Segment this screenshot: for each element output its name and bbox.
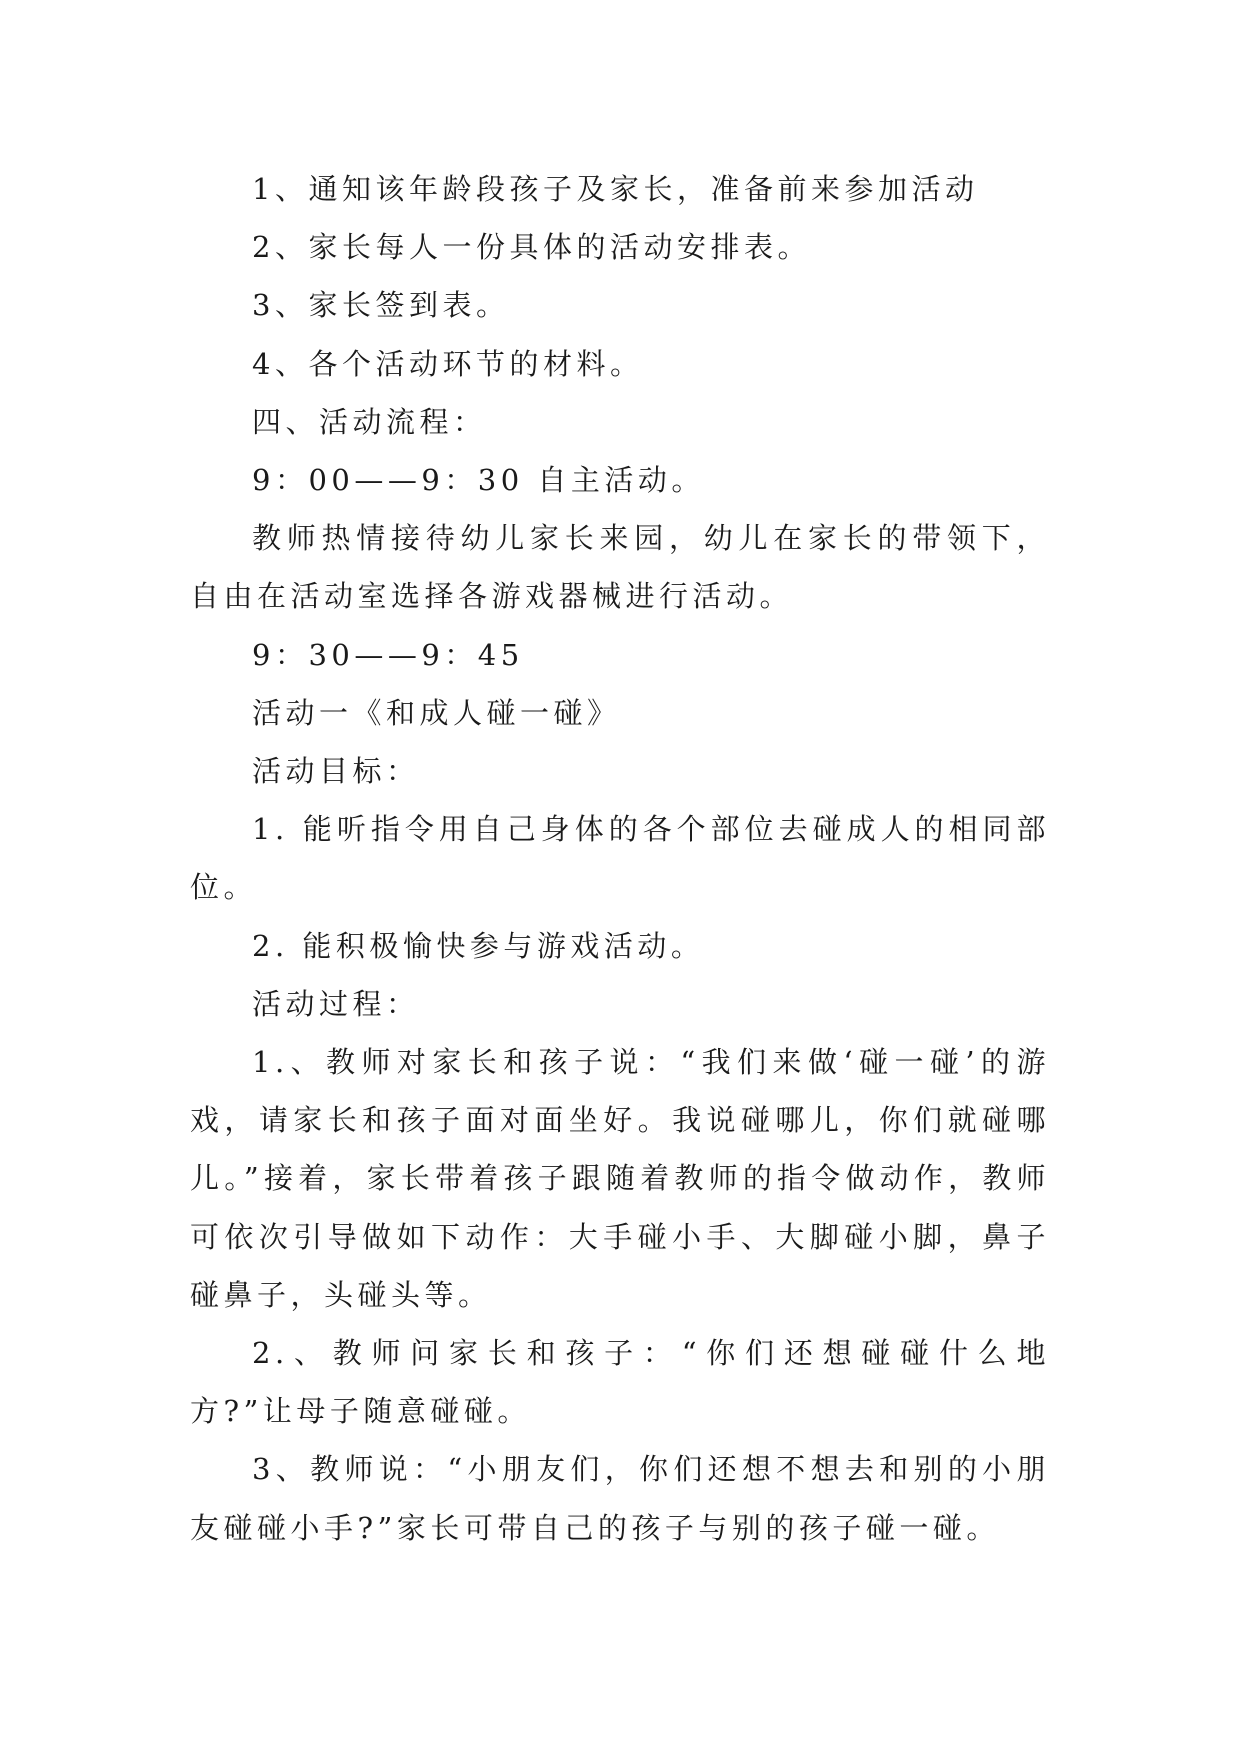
process-step-3: 3、教师说：“小朋友们，你们还想不想去和别的小朋友碰碰小手?”家长可带自己的孩子与别的孩子碰一碰。: [190, 1452, 1050, 1545]
activity-one-title: 活动一《和成人碰一碰》: [252, 695, 621, 730]
heading-activity-process: 活动过程：: [252, 986, 420, 1021]
paragraph-signin-sheet: 3、家长签到表。: [252, 288, 510, 323]
process-step-2: 2.、教师问家长和孩子：“你们还想碰碰什么地方?”让母子随意碰碰。: [190, 1336, 1050, 1429]
goal-item-1: 1. 能听指令用自己身体的各个部位去碰成人的相同部位。: [190, 812, 1050, 905]
process-step-1: 1.、教师对家长和孩子说：“我们来做‘碰一碰’的游戏，请家长和孩子面对面坐好。我说碰哪儿，你们就碰哪儿。”接着，家长带着孩子跟随着教师的指令做动作，教师可依次引导做如下动作：大手碰小手、大脚碰小脚，鼻子碰鼻子，头碰头等。: [190, 1045, 1050, 1312]
paragraph-materials: 4、各个活动环节的材料。: [252, 346, 644, 381]
section-heading-activity-flow: 四、活动流程：: [252, 404, 487, 439]
paragraph-free-activity-desc: 教师热情接待幼儿家长来园，幼儿在家长的带领下，自由在活动室选择各游戏器械进行活动。: [190, 521, 1050, 614]
paragraph-notify: 1、通知该年龄段孩子及家长，准备前来参加活动: [252, 172, 979, 206]
goal-item-2: 2. 能积极愉快参与游戏活动。: [252, 928, 705, 963]
document-body: [190, 160, 1050, 1557]
time-slot-activity-one: 9：30——9：45: [252, 637, 524, 672]
paragraph-schedule-sheet: 2、家长每人一份具体的活动安排表。: [252, 230, 811, 265]
heading-activity-goals: 活动目标：: [252, 754, 420, 789]
time-slot-free-activity: 9：00——9：30 自主活动。: [252, 463, 705, 498]
